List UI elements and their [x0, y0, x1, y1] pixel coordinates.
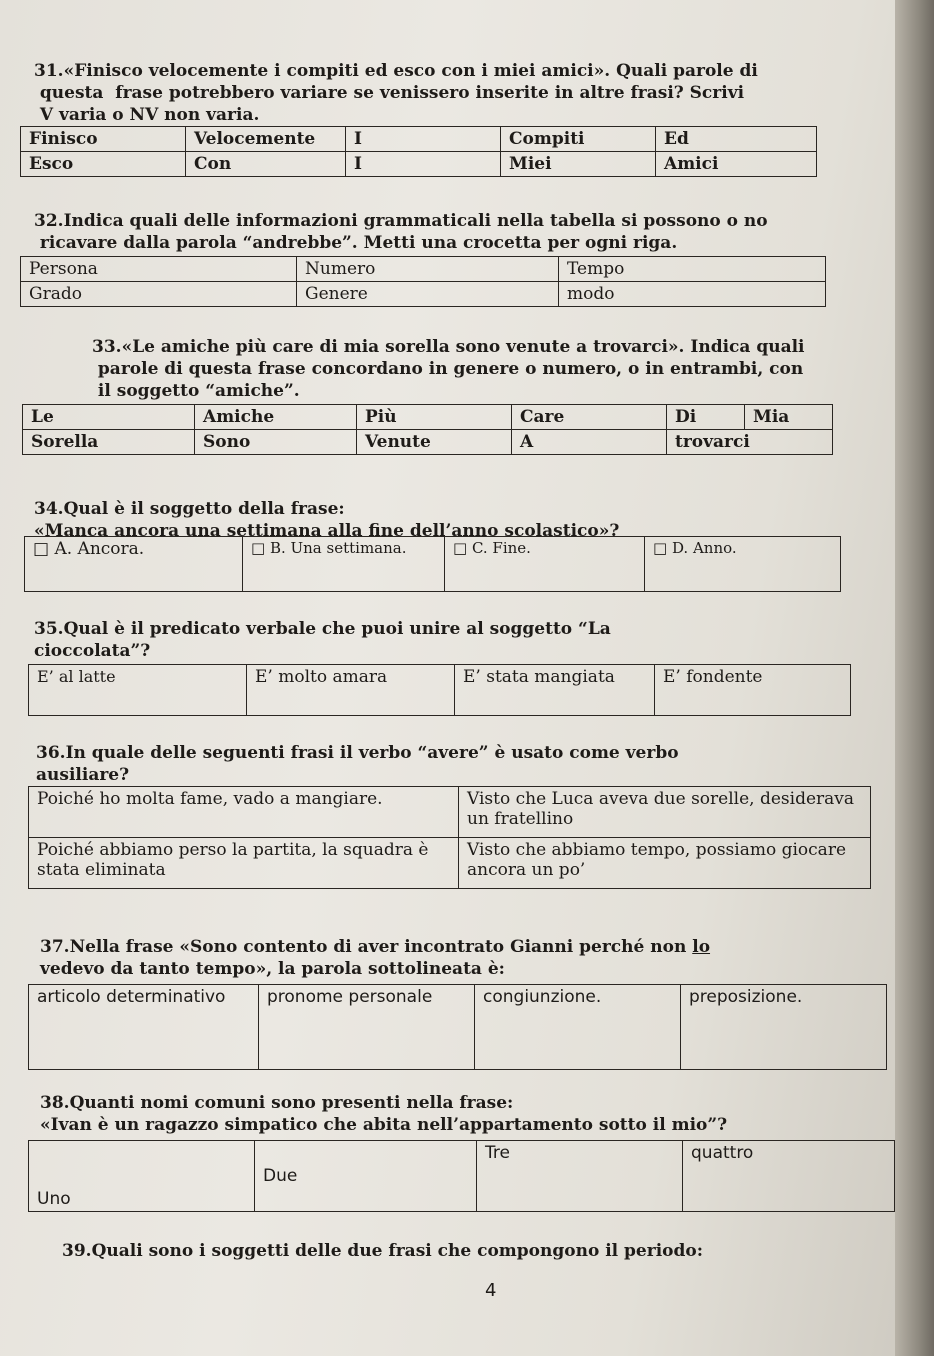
- table-row: [23, 430, 833, 455]
- word-cell[interactable]: Sono: [195, 430, 357, 455]
- answer-option[interactable]: Poiché ho molta fame, vado a mangiare.: [29, 787, 459, 838]
- answer-option[interactable]: Visto che Luca aveva due sorelle, desiderava un fratellino: [459, 787, 871, 838]
- question-33-text: 33.«Le amiche più care di mia sorella sono venute a trovarci». Indica quali parole di questa frase concordano in genere o numero, o in entrambi, con il soggetto “amiche”.: [92, 337, 805, 401]
- table-row: [29, 838, 871, 889]
- word-cell[interactable]: I: [346, 152, 501, 177]
- question-32-table: [20, 256, 826, 307]
- question-31-text: 31.«Finisco velocemente i compiti ed esco con i miei amici». Quali parole di questa frase potrebbero variare se venissero inserite in altre frasi? Scrivi V varia o NV non varia.: [34, 61, 758, 125]
- question-39-text: 39.Quali sono i soggetti delle due frasi che compongono il periodo:: [62, 1241, 703, 1261]
- grammar-cell[interactable]: Persona: [21, 257, 297, 282]
- table-row: [21, 282, 826, 307]
- answer-option-b[interactable]: □ B. Una settimana.: [243, 537, 445, 592]
- word-cell[interactable]: Compiti: [501, 127, 656, 152]
- answer-option[interactable]: pronome personale: [259, 985, 475, 1070]
- answer-option[interactable]: quattro: [683, 1141, 895, 1212]
- answer-option[interactable]: Due: [255, 1141, 477, 1212]
- table-row: [23, 405, 833, 430]
- table-row: [25, 537, 841, 592]
- table-row: [29, 1141, 895, 1212]
- word-cell[interactable]: I: [346, 127, 501, 152]
- answer-option[interactable]: E’ stata mangiata: [455, 665, 655, 716]
- word-cell[interactable]: Di: [667, 405, 745, 430]
- word-cell[interactable]: Amiche: [195, 405, 357, 430]
- table-row: [29, 665, 851, 716]
- word-cell[interactable]: Finisco: [21, 127, 186, 152]
- question-37-text-before: 37.Nella frase «Sono contento di aver incontrato Gianni perché non: [40, 937, 693, 957]
- question-32-text: 32.Indica quali delle informazioni grammaticali nella tabella si possono o no ricavare dalla parola “andrebbe”. Metti una crocetta per ogni riga.: [34, 211, 768, 253]
- question-36-text: 36.In quale delle seguenti frasi il verbo “avere” è usato come verbo ausiliare?: [36, 743, 679, 785]
- grammar-cell[interactable]: Genere: [297, 282, 559, 307]
- question-37-text: [40, 936, 840, 980]
- page-edge-shadow: [895, 0, 934, 1356]
- question-36-options: [28, 786, 871, 889]
- question-38-text: 38.Quanti nomi comuni sono presenti nella frase: «Ivan è un ragazzo simpatico che abita nell’appartamento sotto il mio”?: [40, 1093, 728, 1135]
- question-34-options: [24, 536, 841, 592]
- answer-option[interactable]: Tre: [477, 1141, 683, 1212]
- word-cell[interactable]: Amici: [656, 152, 817, 177]
- table-row: [29, 985, 887, 1070]
- answer-option[interactable]: preposizione.: [681, 985, 887, 1070]
- word-cell[interactable]: Care: [512, 405, 667, 430]
- question-37-text-after: vedevo da tanto tempo», la parola sottolineata è:: [40, 959, 505, 979]
- table-row: [29, 787, 871, 838]
- word-cell[interactable]: Ed: [656, 127, 817, 152]
- answer-option-d[interactable]: □ D. Anno.: [645, 537, 841, 592]
- grammar-cell[interactable]: modo: [559, 282, 826, 307]
- answer-option-a[interactable]: □ A. Ancora.: [25, 537, 243, 592]
- answer-option[interactable]: Poiché abbiamo perso la partita, la squadra è stata eliminata: [29, 838, 459, 889]
- answer-option[interactable]: E’ molto amara: [247, 665, 455, 716]
- table-row: [21, 127, 817, 152]
- question-31-table: [20, 126, 817, 177]
- grammar-cell[interactable]: Grado: [21, 282, 297, 307]
- page-number: 4: [485, 1280, 497, 1301]
- answer-option[interactable]: E’ fondente: [655, 665, 851, 716]
- word-cell[interactable]: Mia: [745, 405, 833, 430]
- word-cell[interactable]: trovarci: [667, 430, 833, 455]
- table-row: [21, 257, 826, 282]
- question-35-text: 35.Qual è il predicato verbale che puoi unire al soggetto “La cioccolata”?: [34, 619, 611, 661]
- underlined-word: lo: [692, 937, 711, 957]
- answer-option[interactable]: E’ al latte: [29, 665, 247, 716]
- answer-option[interactable]: Uno: [29, 1141, 255, 1212]
- word-cell[interactable]: Venute: [357, 430, 512, 455]
- answer-option-c[interactable]: □ C. Fine.: [445, 537, 645, 592]
- table-row: [21, 152, 817, 177]
- word-cell[interactable]: Con: [186, 152, 346, 177]
- word-cell[interactable]: Esco: [21, 152, 186, 177]
- question-37-options: [28, 984, 887, 1070]
- word-cell[interactable]: A: [512, 430, 667, 455]
- question-38-options: [28, 1140, 895, 1212]
- answer-option[interactable]: Visto che abbiamo tempo, possiamo giocare ancora un po’: [459, 838, 871, 889]
- grammar-cell[interactable]: Tempo: [559, 257, 826, 282]
- word-cell[interactable]: Sorella: [23, 430, 195, 455]
- word-cell[interactable]: Miei: [501, 152, 656, 177]
- grammar-cell[interactable]: Numero: [297, 257, 559, 282]
- question-33-table: [22, 404, 833, 455]
- question-35-options: [28, 664, 851, 716]
- answer-option[interactable]: articolo determinativo: [29, 985, 259, 1070]
- question-34-text: 34.Qual è il soggetto della frase: «Manca ancora una settimana alla fine dell’anno scolastico»?: [34, 499, 620, 541]
- word-cell[interactable]: Velocemente: [186, 127, 346, 152]
- word-cell[interactable]: Le: [23, 405, 195, 430]
- word-cell[interactable]: Più: [357, 405, 512, 430]
- answer-option[interactable]: congiunzione.: [475, 985, 681, 1070]
